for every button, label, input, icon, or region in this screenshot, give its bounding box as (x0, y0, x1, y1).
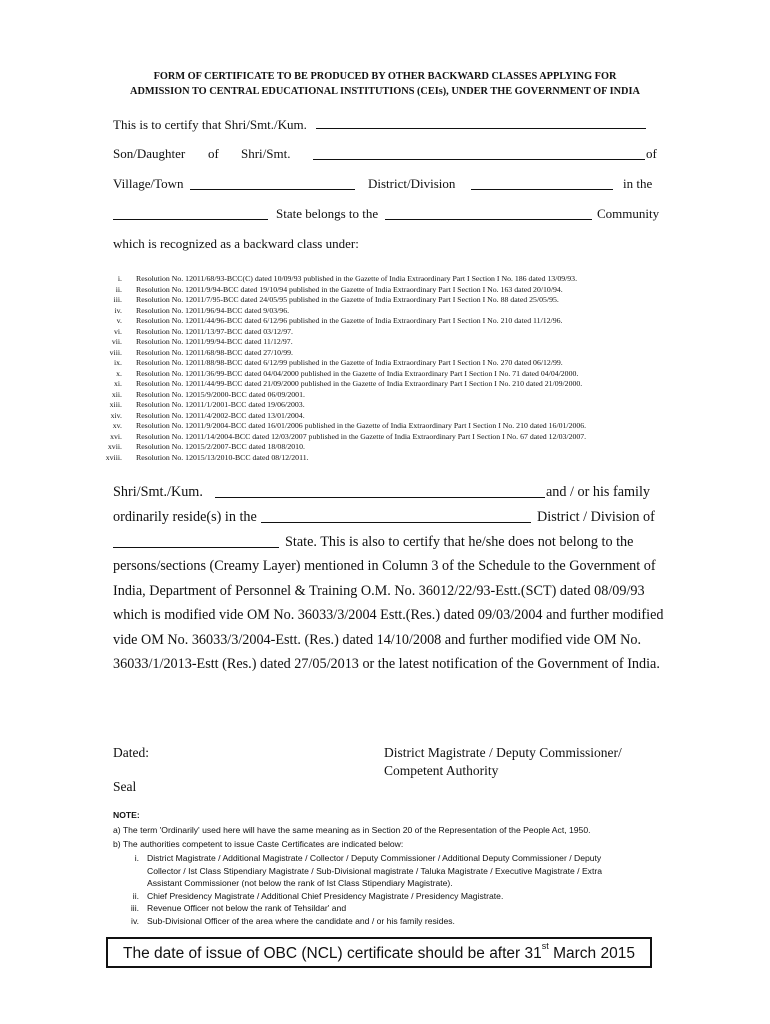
note-item-line: Sub-Divisional Officer of the area where the candidate and / or his family resides. (147, 915, 455, 926)
body-line-7: vide OM No. 36033/3/2004-Estt. (Res.) dated 14/10/2008 and further modified vide OM No. (113, 632, 642, 648)
resolution-text: Resolution No. 12015/9/2000-BCC dated 06/09/2001. (136, 389, 305, 399)
form-title (100, 70, 670, 99)
of-label: of (208, 146, 219, 161)
resolution-text: Resolution No. 12011/96/94-BCC dated 9/03/96. (136, 305, 290, 315)
body-state-blank[interactable] (113, 536, 279, 548)
note-item-number: iii. (130, 903, 139, 913)
resolution-text: Resolution No. 12011/68/93-BCC(C) dated 10/09/93 published in the Gazette of India Extraordinary Part I Section I No. 186 dated 13/09/93. (136, 274, 578, 283)
resolution-number: vii. (111, 337, 122, 346)
certify-prefix: This is to certify that Shri/Smt./Kum. (113, 117, 307, 132)
body-line-5: India, Department of Personnel & Training O.M. No. 36012/22/93-Estt.(SCT) dated 08/09/93 (113, 583, 645, 599)
resolution-number: xvii. (107, 442, 122, 451)
resolution-number: viii. (109, 347, 122, 357)
in-the-label: in the (623, 176, 653, 191)
state-belongs-label: State belongs to the (276, 206, 379, 221)
district-blank[interactable] (471, 178, 613, 190)
resolution-text: Resolution No. 12011/44/96-BCC dated 6/12/96 published in the Gazette of India Extraordinary Part I Section I No. 210 dated 11/12/96. (136, 316, 563, 325)
resolution-number: v. (116, 316, 122, 325)
village-town-label: Village/Town (113, 176, 184, 191)
body-line-1 (113, 484, 658, 501)
name-blank[interactable] (316, 117, 646, 129)
parent-line (113, 146, 659, 162)
resolution-number: xvi. (110, 431, 122, 441)
resolution-number: xi. (113, 379, 122, 388)
ordinarily-text: ordinarily reside(s) in the (113, 509, 257, 525)
seal-label: Seal (113, 779, 137, 794)
authority-line-1: District Magistrate / Deputy Commissioner/ (384, 745, 622, 760)
resolution-text: Resolution No. 12011/1/2001-BCC dated 19/06/2003. (136, 400, 305, 409)
title-line-2: ADMISSION TO CENTRAL EDUCATIONAL INSTITUTIONS (CEIs), UNDER THE GOVERNMENT OF INDIA (130, 85, 640, 97)
resolution-number: iv. (114, 305, 122, 315)
note-item-line: Assistant Commissioner (not below the rank of Ist Class Stipendiary Magistrate). (147, 878, 453, 888)
body-name-blank[interactable] (215, 486, 545, 498)
of-suffix-label: of (646, 146, 657, 161)
resolution-number: iii. (113, 295, 122, 304)
shri-prefix: Shri/Smt./Kum. (113, 484, 203, 500)
resolution-number: xiv. (110, 410, 122, 420)
state-blank[interactable] (113, 208, 268, 220)
issue-date-notice (106, 937, 652, 968)
resolution-number: x. (116, 368, 122, 378)
resolution-number: ix. (113, 358, 122, 367)
village-blank[interactable] (190, 178, 355, 190)
resolution-text: Resolution No. 12011/4/2002-BCC dated 13/01/2004. (136, 410, 305, 420)
district-division-text: District / Division of (537, 509, 655, 525)
note-item-number: i. (134, 853, 139, 863)
certify-line (113, 117, 646, 133)
community-label: Community (597, 206, 660, 221)
resolution-number: i. (117, 274, 122, 283)
note-item-number: ii. (132, 890, 139, 901)
note-item-line: District Magistrate / Additional Magistrate / Collector / Deputy Commissioner / Additional Deputy Commissioner / Deputy (147, 853, 602, 863)
resolution-number: ii. (115, 284, 122, 294)
district-division-label: District/Division (368, 176, 456, 191)
resolution-number: xiii. (109, 400, 122, 409)
resolution-text: Resolution No. 12015/13/2010-BCC dated 08/12/2011. (136, 452, 309, 462)
note-a: a) The term 'Ordinarily' used here will have the same meaning as in Section 20 of the Representation of the People Act, 1950. (113, 825, 591, 835)
resolution-text: Resolution No. 12011/9/2004-BCC dated 16/01/2006 published in the Gazette of India Extraordinary Part I Section I No. 210 dated 16/01/2006. (136, 421, 587, 430)
notice-suffix: March 2015 (548, 945, 635, 962)
note-b: b) The authorities competent to issue Caste Certificates are indicated below: (113, 839, 404, 849)
resolution-text: Resolution No. 12011/9/94-BCC dated 19/10/94 published in the Gazette of India Extraordinary Part I Section I No. 163 dated 20/10/94. (136, 284, 563, 294)
resolution-text: Resolution No. 12011/99/94-BCC dated 11/12/97. (136, 337, 293, 346)
resolution-text: Resolution No. 12011/36/99-BCC dated 04/04/2000 published in the Gazette of India Extraordinary Part I Section I No. 71 dated 04/04/2000. (136, 368, 579, 378)
body-line-2 (113, 509, 658, 526)
note-item-number: iv. (131, 915, 139, 926)
note-item-line: Chief Presidency Magistrate / Additional Chief Presidency Magistrate / Presidency Magistrate. (147, 890, 504, 901)
body-line-4: persons/sections (Creamy Layer) mentioned in Column 3 of the Schedule to the Government of (113, 558, 656, 574)
son-daughter-label: Son/Daughter (113, 146, 186, 161)
resolution-number: vi. (113, 326, 122, 336)
body-line-8: 36033/1/2013-Estt (Res.) dated 27/05/2013 or the latest notification of the Government of India. (113, 656, 660, 672)
resolution-text: Resolution No. 12011/88/98-BCC dated 6/12/99 published in the Gazette of India Extraordinary Part I Section I No. 270 dated 06/12/99. (136, 358, 563, 367)
village-line (113, 176, 659, 192)
resolution-text: Resolution No. 12011/13/97-BCC dated 03/12/97. (136, 326, 293, 336)
note-item-line: Revenue Officer not below the rank of Tehsildar' and (147, 903, 347, 913)
resolution-text: Resolution No. 12015/2/2007-BCC dated 18/08/2010. (136, 442, 305, 451)
state-certify-text: State. This is also to certify that he/she does not belong to the (285, 534, 634, 550)
resolution-text: Resolution No. 12011/68/98-BCC dated 27/10/99. (136, 347, 293, 357)
notice-prefix: The date of issue of OBC (NCL) certificate should be after 31 (123, 945, 542, 962)
notice-superscript: st (541, 940, 549, 951)
dated-label: Dated: (113, 745, 149, 760)
resolution-text: Resolution No. 12011/44/99-BCC dated 21/09/2000 published in the Gazette of India Extraordinary Part I Section I No. 210 dated 21/09/2000. (136, 379, 583, 388)
body-line-6: which is modified vide OM No. 36033/3/2004 Estt.(Res.) dated 09/03/2004 and further modified (113, 607, 664, 623)
recognized-line: which is recognized as a backward class under: (113, 236, 359, 251)
note-item-line: Collector / Ist Class Stipendiary Magistrate / Sub-Divisional magistrate / Taluka Magistrate / Executive Magistrate / Extra (147, 865, 603, 876)
title-line-1: FORM OF CERTIFICATE TO BE PRODUCED BY OTHER BACKWARD CLASSES APPLYING FOR (153, 71, 617, 82)
resolution-text: Resolution No. 12011/14/2004-BCC dated 12/03/2007 published in the Gazette of India Extraordinary Part I Section I No. 67 dated 12/03/2007. (136, 431, 587, 441)
resolution-number: xv. (112, 421, 122, 430)
resolution-number: xii. (111, 389, 122, 399)
note-heading: NOTE: (113, 810, 140, 820)
resolution-number: xviii. (105, 452, 122, 462)
parent-name-blank[interactable] (313, 148, 645, 160)
and-family: and / or his family (546, 484, 651, 500)
residence-blank[interactable] (261, 511, 531, 523)
resolution-text: Resolution No. 12011/7/95-BCC dated 24/05/95 published in the Gazette of India Extraordinary Part I Section I No. 88 dated 25/05/95. (136, 295, 559, 304)
authority-line-2: Competent Authority (384, 763, 499, 778)
shri-smt-label: Shri/Smt. (241, 146, 291, 161)
community-blank[interactable] (385, 208, 592, 220)
